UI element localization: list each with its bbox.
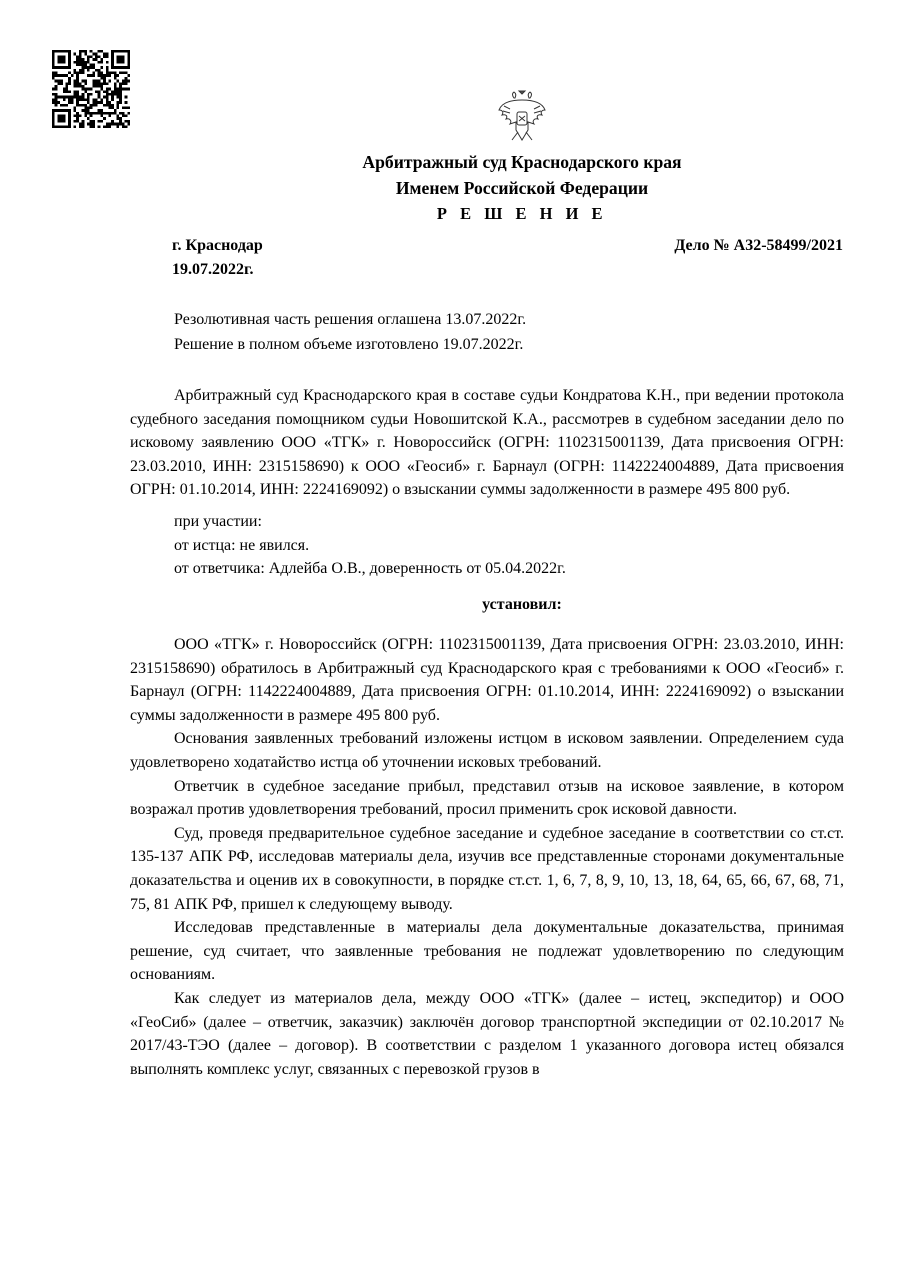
case-number: Дело № А32-58499/2021	[674, 237, 843, 254]
defendant-presence: от ответчика: Адлейба О.В., доверенность от 05.04.2022г.	[174, 560, 566, 578]
body-paragraph: ООО «ТГК» г. Новороссийск (ОГРН: 1102315001139, Дата присвоения ОГРН: 23.03.2010, ИНН: 2315158690) обратилось в Арбитражный суд Краснодарского края с требованиями к ООО «Геосиб» г. Барнаул (ОГРН: 1142224004889, Дата присвоения ОГРН: 01.10.2014, ИНН: 2224169092) о взыскании суммы задолженности в размере 495 800 руб.	[130, 636, 844, 724]
plaintiff-presence: от истца: не явился.	[174, 536, 310, 554]
decision-date: 19.07.2022г.	[172, 261, 254, 278]
body-paragraph: Основания заявленных требований изложены истцом в исковом заявлении. Определением суда удовлетворено ходатайство истца об уточнении исковых требований.	[130, 730, 844, 771]
body-block	[130, 633, 844, 1081]
produced-note: Решение в полном объеме изготовлено 19.07.2022г.	[174, 336, 524, 353]
participation-block	[174, 510, 566, 581]
body-paragraph: Как следует из материалов дела, между ООО «ТГК» (далее – истец, экспедитор) и ООО «ГеоСиб» (далее – ответчик, заказчик) заключён договор транспортной экспедиции от 02.10.2017 № 2017/43-ТЭО (далее – договор). В соответствии с разделом 1 указанного договора истец обязался выполнять комплекс услуг, связанных с перевозкой грузов в	[130, 989, 844, 1078]
intro-paragraph: Арбитражный суд Краснодарского края в составе судьи Кондратова К.Н., при ведении протокола судебного заседания помощником судьи Новошитской К.А., рассмотрев в судебном заседании дело по исковому заявлению ООО «ТГК» г. Новороссийск (ОГРН: 1102315001139, Дата присвоения ОГРН: 23.03.2010, ИНН: 2315158690) к ООО «Геосиб» г. Барнаул (ОГРН: 1142224004889, Дата присвоения ОГРН: 01.10.2014, ИНН: 2224169092) о взыскании суммы задолженности в размере 495 800 руб.	[130, 387, 844, 499]
city: г. Краснодар	[172, 237, 263, 254]
body-paragraph: Ответчик в судебное заседание прибыл, представил отзыв на исковое заявление, в котором возражал против удовлетворения требований, просил применить срок исковой давности.	[130, 777, 844, 819]
body-paragraph: Суд, проведя предварительное судебное заседание и судебное заседание в соответствии со ст.ст. 135-137 АПК РФ, исследовав материалы дела, изучив все представленные сторонами документальные доказательства и оценив их в совокупности, в порядке ст.ст. 1, 6, 7, 8, 9, 10, 13, 18, 64, 65, 66, 67, 68, 71, 75, 81 АПК РФ, пришел к следующему выводу.	[130, 824, 844, 913]
body-paragraph: Исследовав представленные в материалы дела документальные доказательства, принимая решение, суд считает, что заявленные требования не подлежат удовлетворению по следующим основаниям.	[130, 919, 844, 984]
qr-code-icon	[52, 50, 130, 128]
federation-line: Именем Российской Федерации	[395, 178, 649, 198]
court-name: Арбитражный суд Краснодарского края	[362, 152, 682, 172]
russian-coat-of-arms-icon	[496, 88, 548, 146]
established-heading: установил:	[482, 596, 562, 613]
intro-block	[130, 384, 844, 502]
announced-note: Резолютивная часть решения оглашена 13.07.2022г.	[174, 311, 527, 328]
document-title: Р Е Ш Е Н И Е	[436, 204, 608, 223]
participation-label: при участии:	[174, 513, 262, 530]
